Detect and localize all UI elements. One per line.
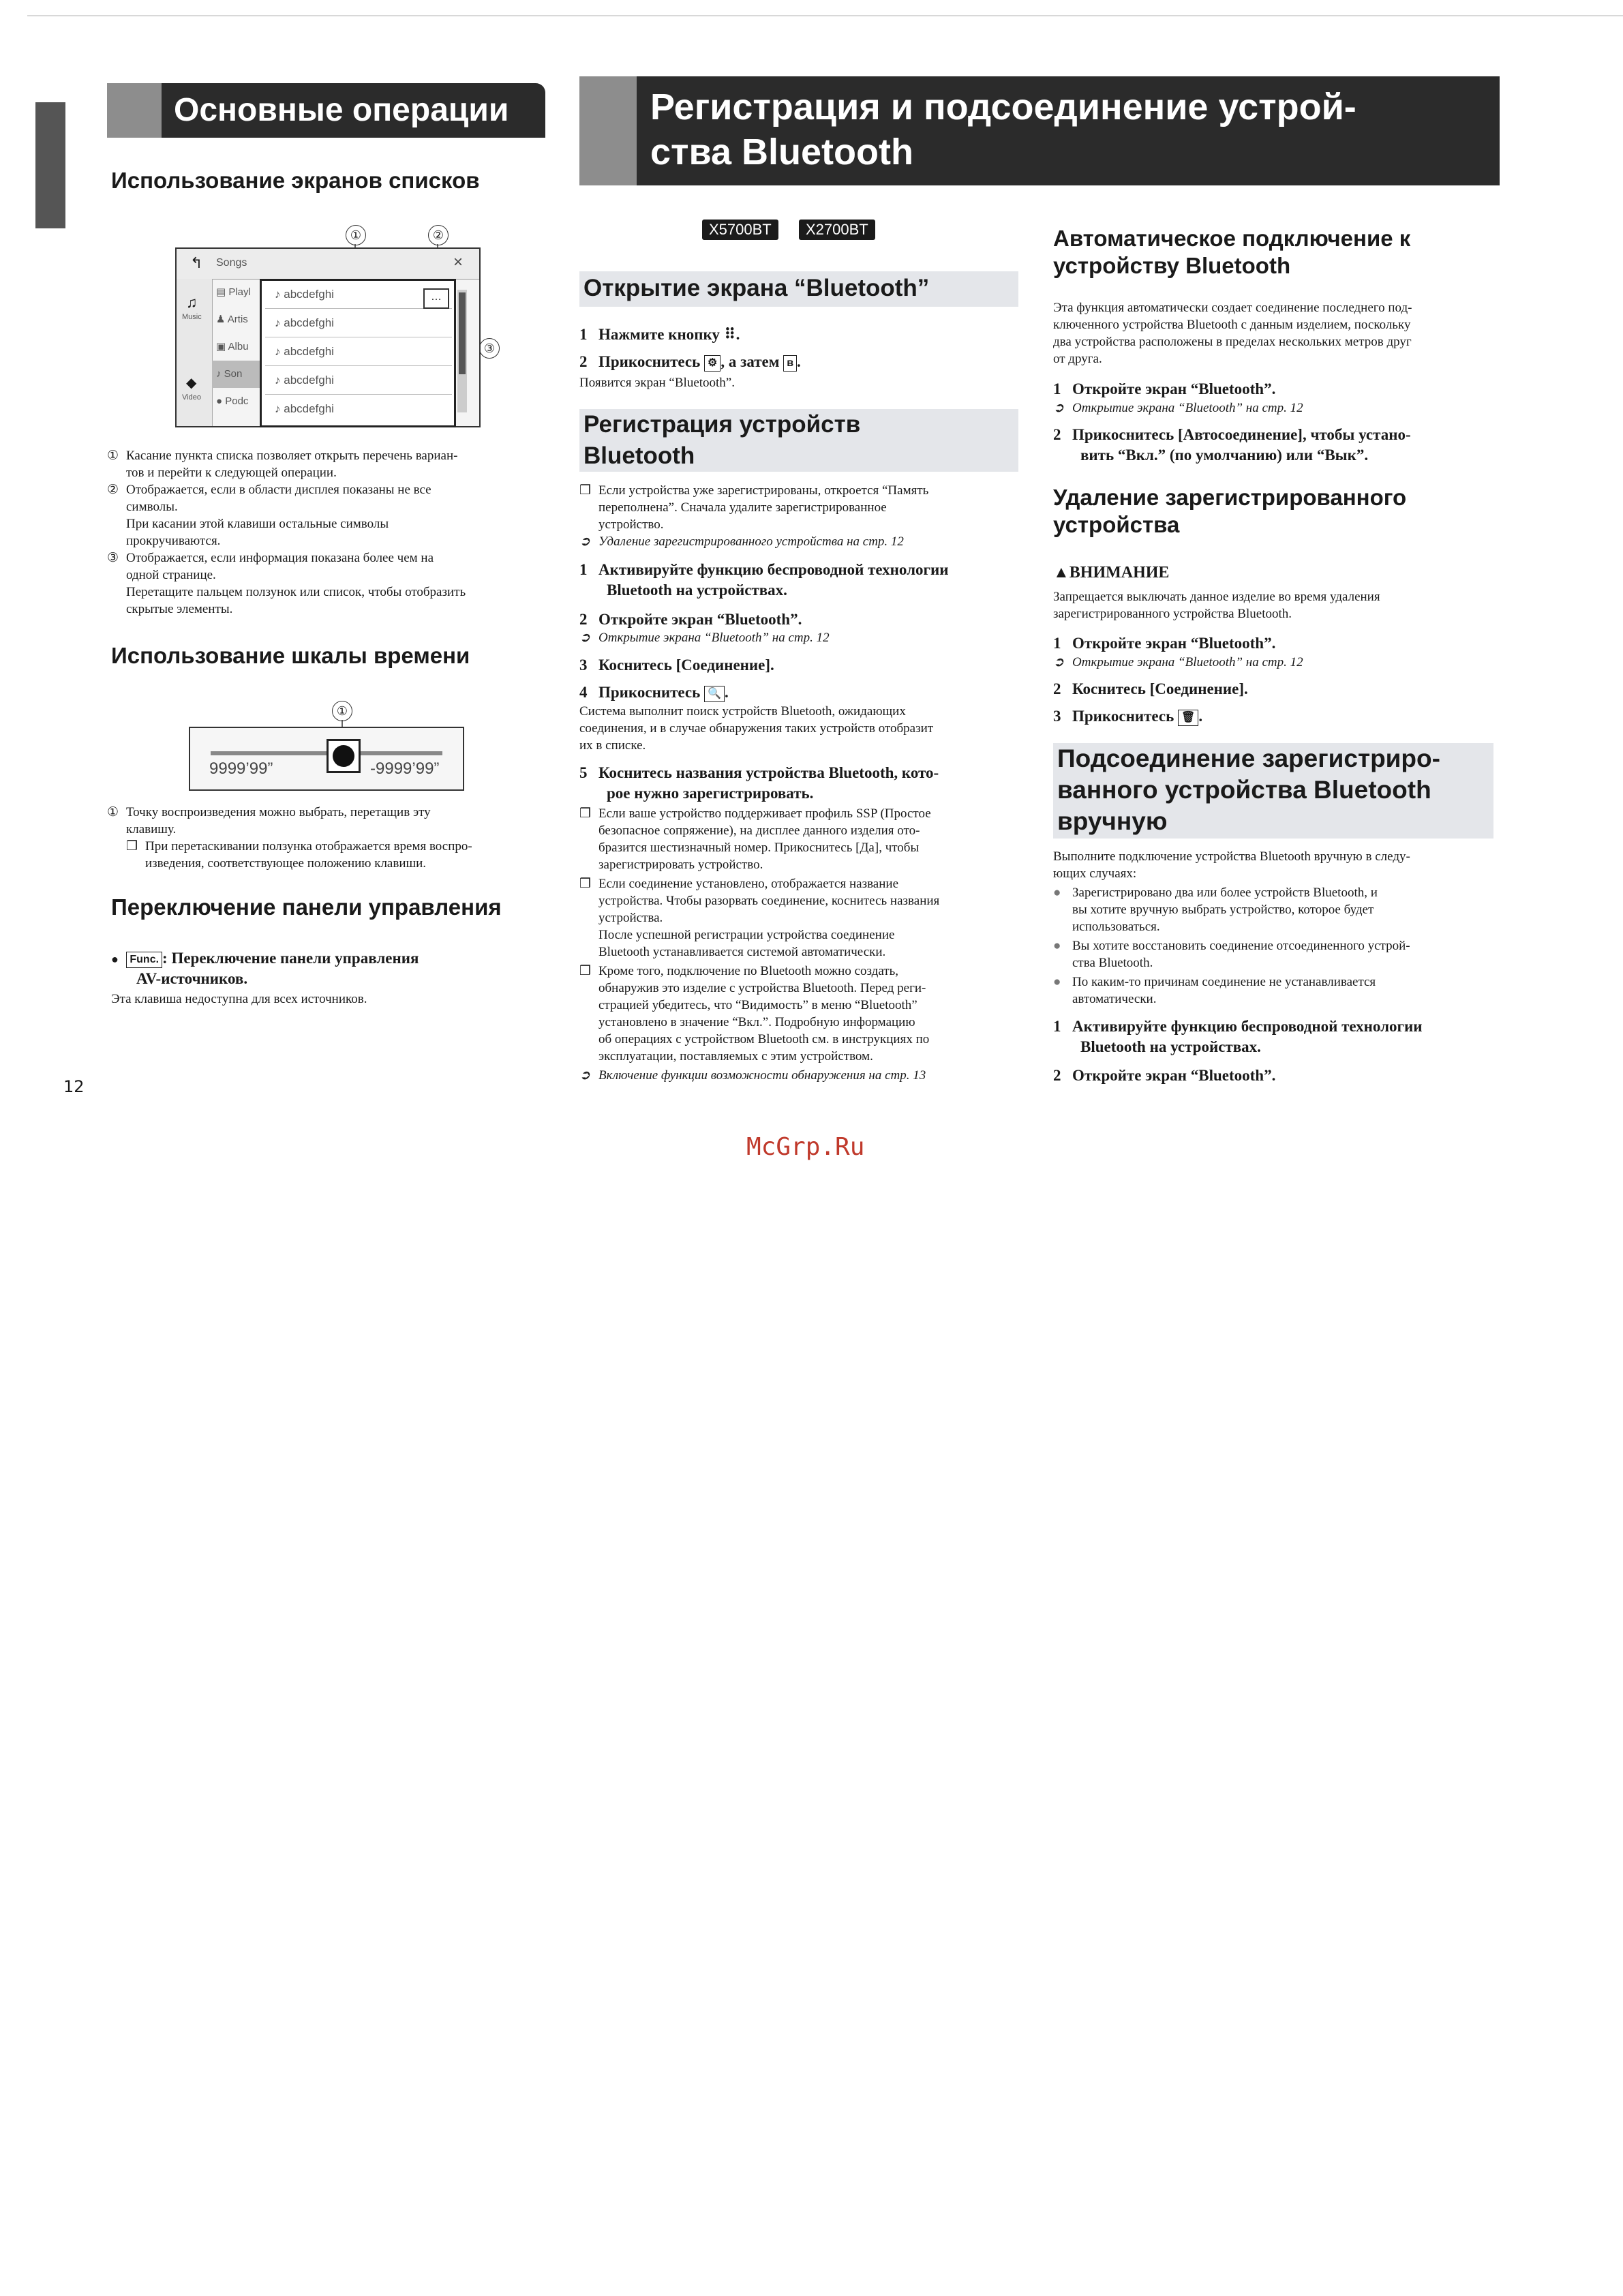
register-step-1: 1 Активируйте функцию беспроводной технологии — [579, 561, 949, 578]
left-banner — [107, 83, 545, 138]
category-item[interactable]: ● Podc — [216, 395, 249, 407]
register-step-5-cont: рое нужно зарегистрировать. — [607, 785, 814, 802]
register-step-5: 5 Коснитесь названия устройства Bluetooth, кото- — [579, 764, 939, 781]
mid-banner-title: Регистрация и подсоединение устрой- ства Bluetooth — [637, 76, 1500, 185]
bullet-icon: ● — [111, 952, 119, 966]
delete-step-3: 3 Прикоснитесь 🗑 . — [1053, 708, 1203, 725]
screen-title: Songs — [216, 257, 247, 269]
section-title-timebar: Использование шкалы времени — [111, 643, 470, 668]
section-title-register: Регистрация устройств Bluetooth — [579, 409, 1018, 472]
video-label: Video — [182, 393, 201, 402]
list-item[interactable]: ♪ abcdefghi — [265, 338, 452, 366]
back-icon[interactable]: ↰ — [190, 254, 203, 271]
home-grid-icon: ⠿ — [723, 326, 736, 343]
section-title-delete: Удаление зарегистрированного устройства — [1053, 485, 1407, 537]
panel-note: Эта клавиша недоступна для всех источников. — [111, 992, 367, 1006]
auto-step-1: 1 Откройте экран “Bluetooth”. — [1053, 380, 1276, 397]
list-item[interactable]: ♪ abcdefghi — [265, 281, 452, 309]
time-bar-screen — [189, 727, 464, 791]
category-item-selected[interactable]: ♪ Son — [212, 361, 271, 388]
callout-3: ③ — [479, 338, 500, 359]
auto-step-2-cont: вить “Вкл.” (по умолчанию) или “Вык”. — [1080, 447, 1369, 464]
model-badge: X2700BT — [799, 220, 875, 240]
screen-header — [177, 249, 479, 280]
link-delete-device[interactable]: Удаление зарегистрированного устройства на стр. 12 — [598, 534, 904, 549]
mid-banner — [579, 76, 1500, 185]
video-icon[interactable]: ◆ — [186, 376, 197, 391]
section-title-open-bluetooth: Открытие экрана “Bluetooth” — [579, 271, 1018, 307]
category-item[interactable]: ♟ Artis — [216, 314, 248, 325]
manual-step-1: 1 Активируйте функцию беспроводной технологии — [1053, 1018, 1423, 1035]
left-banner-title: Основные операции — [162, 83, 545, 138]
model-badge: X5700BT — [702, 220, 778, 240]
section-title-manual-connect: Подсоединение зарегистриро- ванного устройства Bluetooth вручную — [1053, 743, 1493, 839]
time-slider-knob[interactable] — [333, 745, 354, 767]
music-icon[interactable]: ♫ — [186, 294, 198, 311]
screen-sidebar — [177, 279, 213, 426]
callout-2: ② — [428, 225, 449, 245]
delete-step-1: 1 Откройте экран “Bluetooth”. — [1053, 635, 1276, 652]
elapsed-time: 9999’99” — [209, 759, 273, 778]
section-title-panel: Переключение панели управления — [111, 894, 502, 920]
page-number: 12 — [63, 1077, 85, 1096]
close-icon[interactable]: × — [453, 253, 463, 271]
register-step-2: 2 Откройте экран “Bluetooth”. — [579, 611, 802, 628]
auto-step-2: 2 Прикоснитесь [Автосоединение], чтобы устано- — [1053, 426, 1411, 443]
manual-step-1-cont: Bluetooth на устройствах. — [1080, 1038, 1261, 1055]
section-title-lists: Использование экранов списков — [111, 168, 480, 193]
list-item[interactable]: ♪ abcdefghi — [265, 309, 452, 337]
trash-icon[interactable]: 🗑 — [1178, 710, 1198, 726]
panel-switch-line: ● Func. : Переключение панели управления — [111, 950, 419, 967]
manual-step-2: 2 Откройте экран “Bluetooth”. — [1053, 1067, 1276, 1084]
register-step-3: 3 Коснитесь [Соединение]. — [579, 656, 774, 674]
list-item[interactable]: ♪ abcdefghi — [275, 402, 334, 415]
category-item[interactable]: ▤ Playl — [216, 286, 251, 298]
auto-step-1-ref[interactable]: ➲ Открытие экрана “Bluetooth” на стр. 12 — [1053, 401, 1303, 415]
register-step-1-cont: Bluetooth на устройствах. — [607, 581, 787, 599]
warning-icon: ▲ — [1053, 564, 1070, 581]
register-step-2-ref[interactable]: ➲ Открытие экрана “Bluetooth” на стр. 12 — [579, 631, 830, 645]
callout-timebar: ① — [332, 701, 352, 721]
top-rule — [27, 15, 1623, 16]
delete-step-1-ref[interactable]: ➲ Открытие экрана “Bluetooth” на стр. 12 — [1053, 655, 1303, 669]
open-step-2: 2 Прикоснитесь ⚙ , а затем ʙ . — [579, 353, 801, 370]
open-step-1: 1 Нажмите кнопку ⠿. — [579, 326, 740, 343]
open-note: Появится экран “Bluetooth”. — [579, 376, 735, 390]
panel-switch-line2: AV-источников. — [136, 970, 248, 987]
time-slider-frame — [327, 739, 361, 773]
delete-step-2: 2 Коснитесь [Соединение]. — [1053, 680, 1248, 697]
settings-icon[interactable]: ⚙ — [704, 355, 721, 372]
search-icon[interactable]: 🔍 — [704, 686, 725, 702]
remaining-time: -9999’99” — [370, 759, 440, 778]
callout-1: ① — [346, 225, 366, 245]
category-item[interactable]: ▣ Albu — [216, 341, 249, 352]
bluetooth-icon[interactable]: ʙ — [783, 355, 797, 372]
link-discoverable[interactable]: Включение функции возможности обнаружения на стр. 13 — [598, 1068, 926, 1083]
func-key[interactable]: Func. — [126, 952, 162, 968]
scroll-thumb[interactable] — [459, 292, 466, 374]
warning-heading: ▲ВНИМАНИЕ — [1053, 564, 1170, 581]
watermark: McGrp.Ru — [746, 1133, 865, 1161]
more-text-button[interactable]: … — [423, 288, 449, 309]
register-step-4: 4 Прикоснитесь 🔍 . — [579, 684, 729, 701]
section-title-auto-connect: Автоматическое подключение к устройству Bluetooth — [1053, 226, 1411, 278]
music-label: Music — [182, 313, 202, 321]
songs-list-screen — [175, 247, 481, 427]
list-item[interactable]: ♪ abcdefghi — [265, 367, 452, 395]
scrollbar[interactable] — [457, 290, 467, 412]
page-edge-tab — [35, 102, 65, 228]
